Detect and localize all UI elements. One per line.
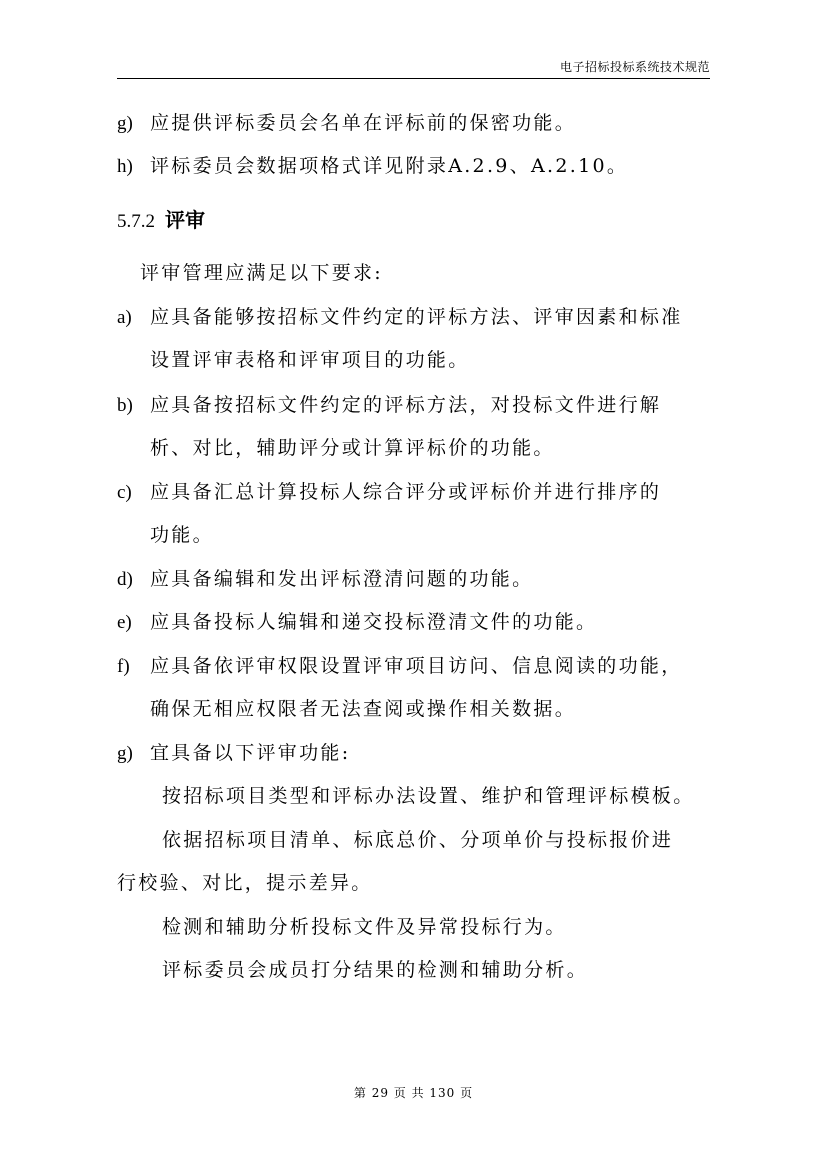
intro-paragraph: 评审管理应满足以下要求: <box>140 262 384 284</box>
list-item-text: 宜具备以下评审功能: <box>150 742 351 764</box>
list-marker: h) <box>117 156 133 177</box>
list-item-text: 应具备按招标文件约定的评标方法，对投标文件进行解 <box>150 394 662 416</box>
sub-paragraph: 依据招标项目清单、标底总价、分项单价与投标报价进 <box>162 829 674 851</box>
list-item-text: 评标委员会数据项格式详见附录A.2.9、A.2.10。 <box>150 155 629 177</box>
sub-paragraph-continuation: 行校验、对比，提示差异。 <box>117 872 373 894</box>
list-marker: b) <box>117 395 133 416</box>
list-item-continuation: 析、对比，辅助评分或计算评标价的功能。 <box>150 437 555 459</box>
list-item-text: 应具备编辑和发出评标澄清问题的功能。 <box>150 568 534 590</box>
list-marker: c) <box>117 482 132 503</box>
list-marker: f) <box>117 656 130 677</box>
list-marker: a) <box>117 307 132 328</box>
header-rule <box>117 78 710 79</box>
list-item-text: 应具备依评审权限设置评审项目访问、信息阅读的功能， <box>150 655 683 677</box>
list-item-continuation: 确保无相应权限者无法查阅或操作相关数据。 <box>150 698 577 720</box>
list-item <box>117 741 350 766</box>
sub-paragraph: 按招标项目类型和评标办法设置、维护和管理评标模板。 <box>162 785 695 807</box>
list-item-text: 应具备投标人编辑和递交投标澄清文件的功能。 <box>150 611 598 633</box>
section-number: 5.7.2 <box>117 211 155 232</box>
list-marker: e) <box>117 612 132 633</box>
list-item <box>117 567 533 592</box>
section-title: 评审 <box>165 208 205 232</box>
list-item <box>117 393 661 418</box>
header-title: 电子招标投标系统技术规范 <box>559 60 710 74</box>
list-item <box>117 654 683 679</box>
sub-paragraph: 检测和辅助分析投标文件及异常投标行为。 <box>162 916 567 938</box>
list-item-text: 应提供评标委员会名单在评标前的保密功能。 <box>150 112 577 134</box>
list-item <box>117 111 576 136</box>
list-marker: g) <box>117 113 133 134</box>
section-heading <box>117 208 205 234</box>
list-item-continuation: 功能。 <box>150 524 214 546</box>
list-item-text: 应具备能够按招标文件约定的评标方法、评审因素和标准 <box>150 306 683 328</box>
sub-paragraph: 评标委员会成员打分结果的检测和辅助分析。 <box>162 959 589 981</box>
list-item <box>117 154 628 179</box>
list-item <box>117 305 683 330</box>
page-footer: 第 29 页 共 130 页 <box>353 1086 474 1100</box>
list-item-text: 应具备汇总计算投标人综合评分或评标价并进行排序的 <box>150 481 662 503</box>
list-marker: g) <box>117 743 133 764</box>
list-marker: d) <box>117 569 133 590</box>
list-item <box>117 610 597 635</box>
list-item-continuation: 设置评审表格和评审项目的功能。 <box>150 349 470 371</box>
list-item <box>117 480 661 505</box>
